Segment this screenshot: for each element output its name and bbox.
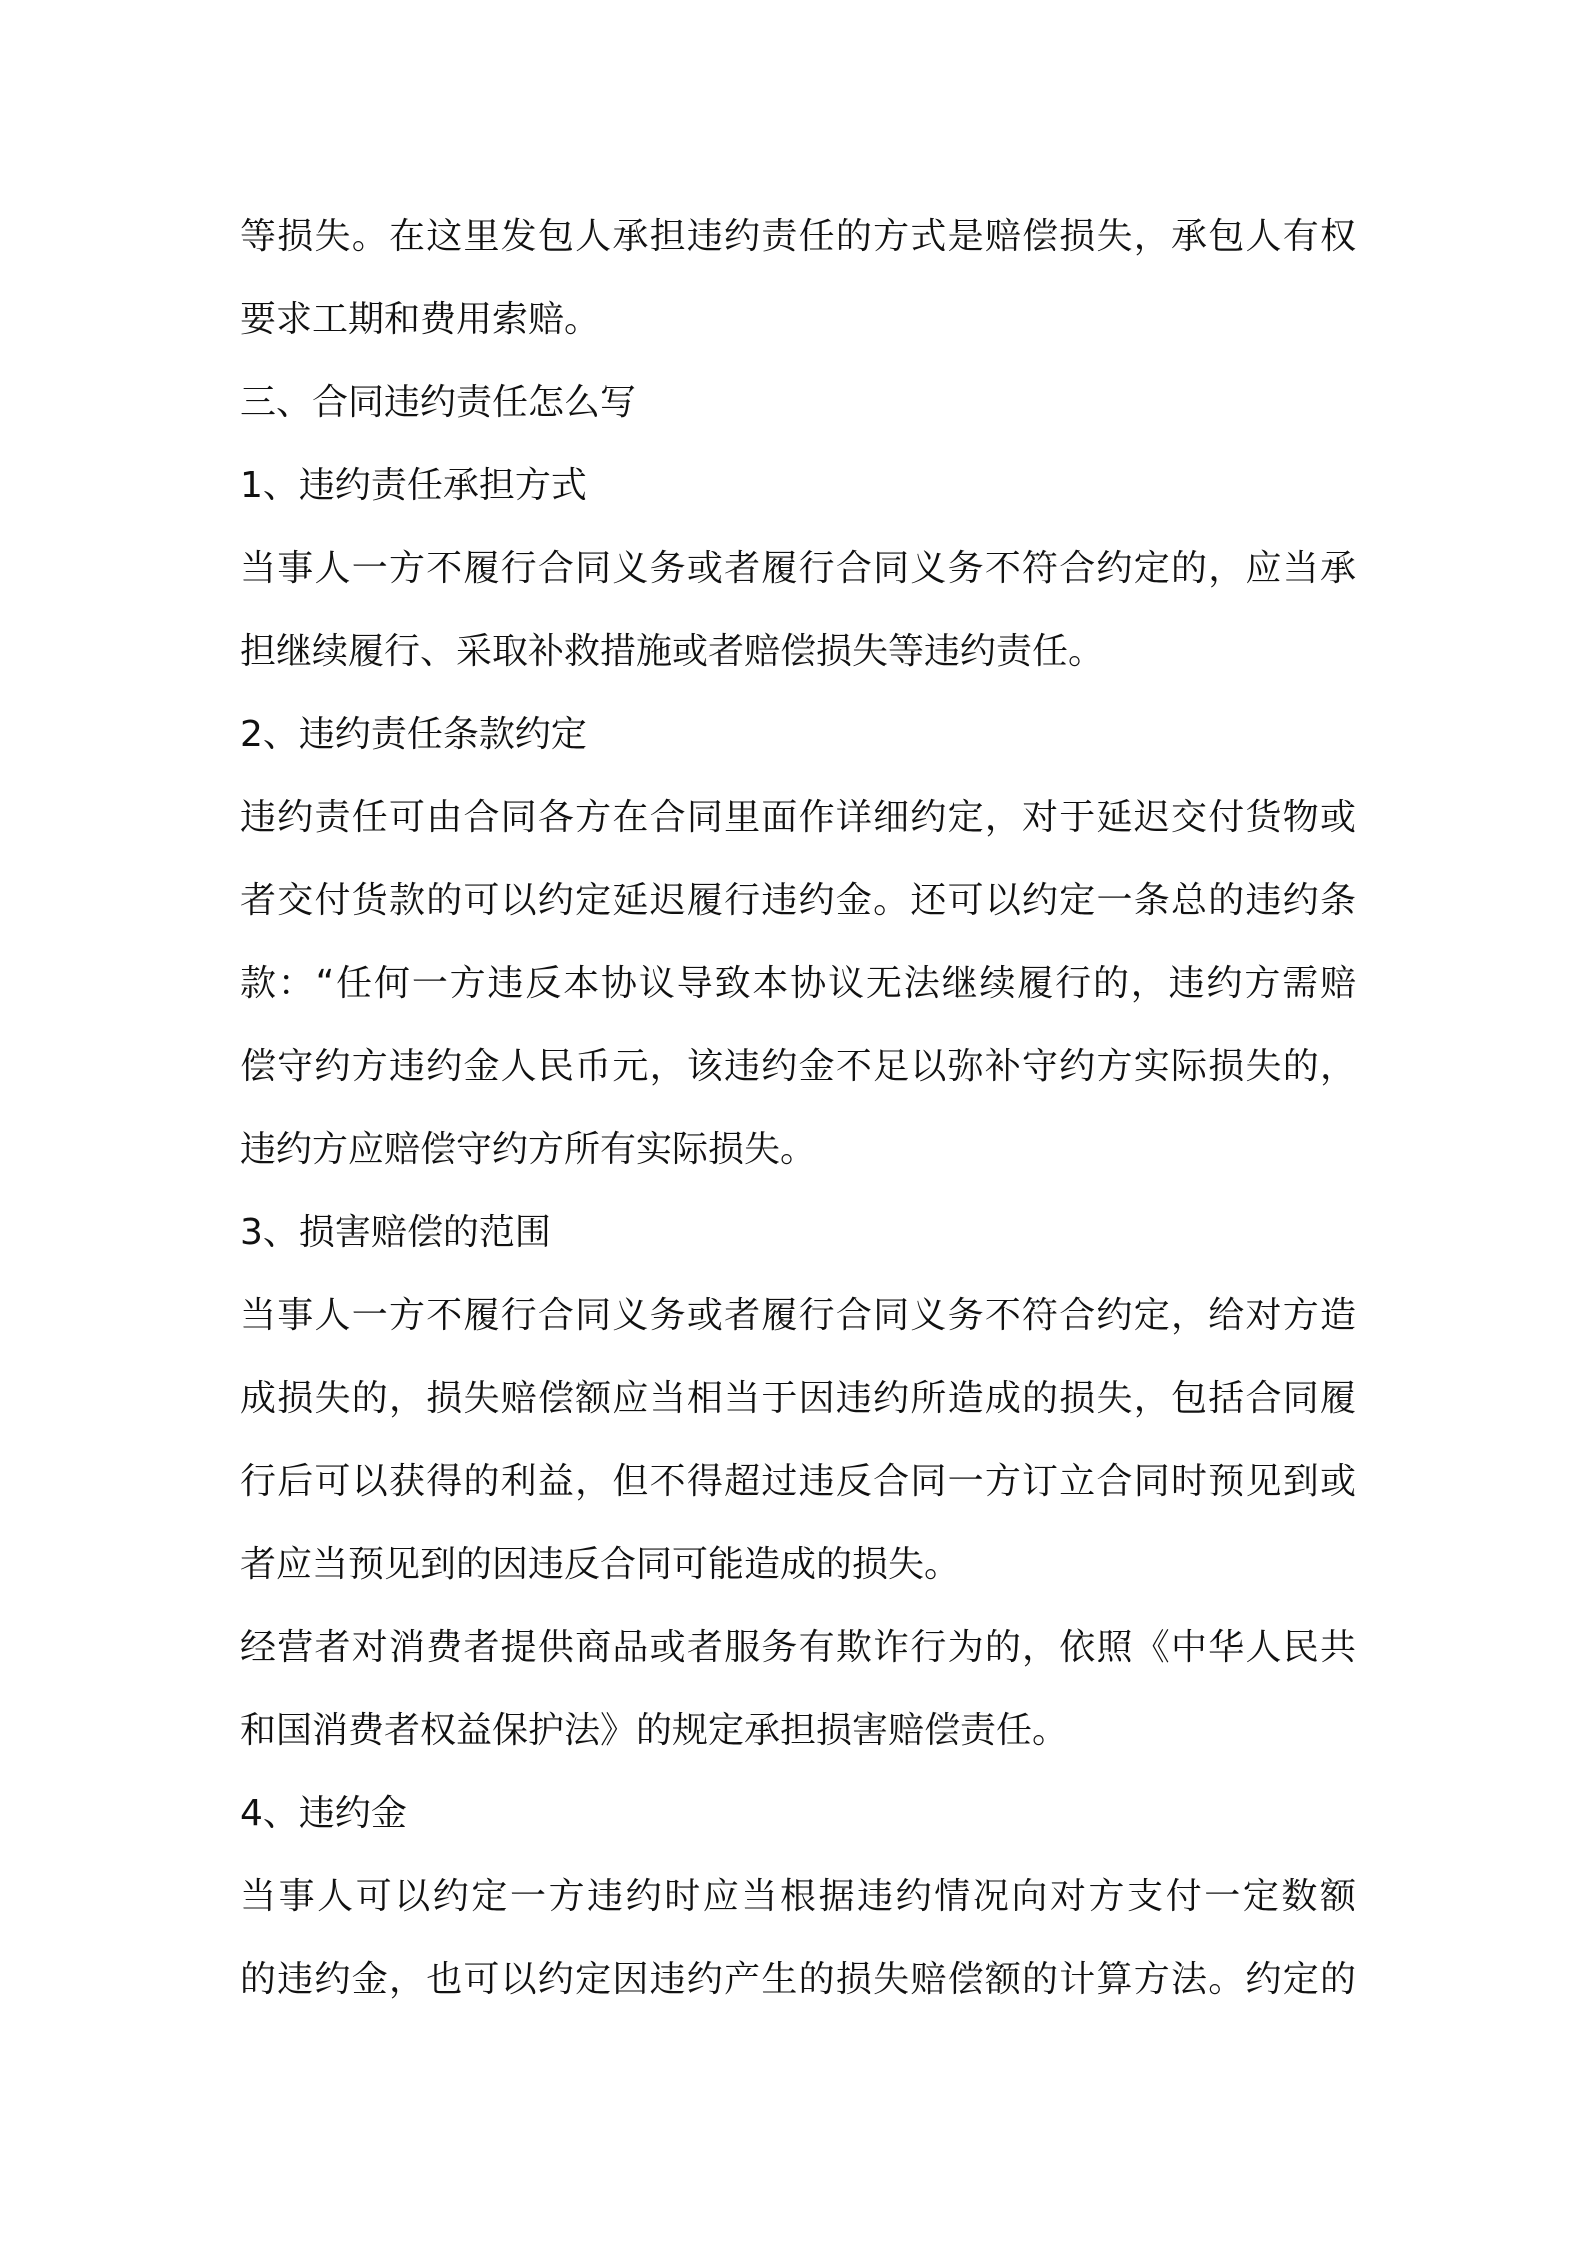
paragraph (240, 527, 1356, 693)
subsection-heading (240, 693, 1356, 776)
heading-text: 4、违约金 (240, 1793, 407, 1834)
paragraph-line: 者交付货款的可以约定延迟履行违约金。还可以约定一条总的违约条 (240, 880, 1356, 921)
paragraph-line: 的违约金，也可以约定因违约产生的损失赔偿额的计算方法。约定的 (240, 1959, 1356, 2000)
heading-text: 1、违约责任承担方式 (240, 465, 587, 506)
paragraph-line: 经营者对消费者提供商品或者服务有欺诈行为的，依照《中华人民共 (240, 1627, 1356, 1668)
paragraph-line: 等损失。在这里发包人承担违约责任的方式是赔偿损失，承包人有权 (240, 216, 1356, 257)
paragraph-line: 成损失的，损失赔偿额应当相当于因违约所造成的损失，包括合同履 (240, 1378, 1356, 1419)
subsection-heading (240, 444, 1356, 527)
paragraph-line: 违约责任可由合同各方在合同里面作详细约定，对于延迟交付货物或 (240, 797, 1356, 838)
subsection-heading (240, 1191, 1356, 1274)
paragraph-line: 当事人一方不履行合同义务或者履行合同义务不符合约定，给对方造 (240, 1295, 1356, 1336)
section-heading (240, 361, 1356, 444)
paragraph-line: 要求工期和费用索赔。 (240, 299, 601, 340)
paragraph-line: 当事人一方不履行合同义务或者履行合同义务不符合约定的，应当承 (240, 548, 1356, 589)
subsection-heading (240, 1772, 1356, 1855)
paragraph-line: 当事人可以约定一方违约时应当根据违约情况向对方支付一定数额 (240, 1876, 1356, 1917)
paragraph-line: 者应当预见到的因违反合同可能造成的损失。 (240, 1544, 961, 1585)
paragraph (240, 1855, 1356, 2021)
paragraph-line: 违约方应赔偿守约方所有实际损失。 (240, 1129, 817, 1170)
paragraph-line: 偿守约方违约金人民币元，该违约金不足以弥补守约方实际损失的， (240, 1046, 1356, 1087)
paragraph-line: 担继续履行、采取补救措施或者赔偿损失等违约责任。 (240, 631, 1105, 672)
paragraph (240, 1606, 1356, 1772)
heading-text: 3、损害赔偿的范围 (240, 1212, 551, 1253)
paragraph-line: 行后可以获得的利益，但不得超过违反合同一方订立合同时预见到或 (240, 1461, 1356, 1502)
paragraph (240, 1274, 1356, 1606)
heading-text: 2、违约责任条款约定 (240, 714, 587, 755)
paragraph-line: 款：“任何一方违反本协议导致本协议无法继续履行的，违约方需赔 (240, 963, 1356, 1004)
paragraph (240, 195, 1356, 361)
heading-text: 三、合同违约责任怎么写 (240, 382, 637, 423)
paragraph-line: 和国消费者权益保护法》的规定承担损害赔偿责任。 (240, 1710, 1069, 1751)
paragraph (240, 776, 1356, 1191)
document-body (240, 195, 1356, 2021)
